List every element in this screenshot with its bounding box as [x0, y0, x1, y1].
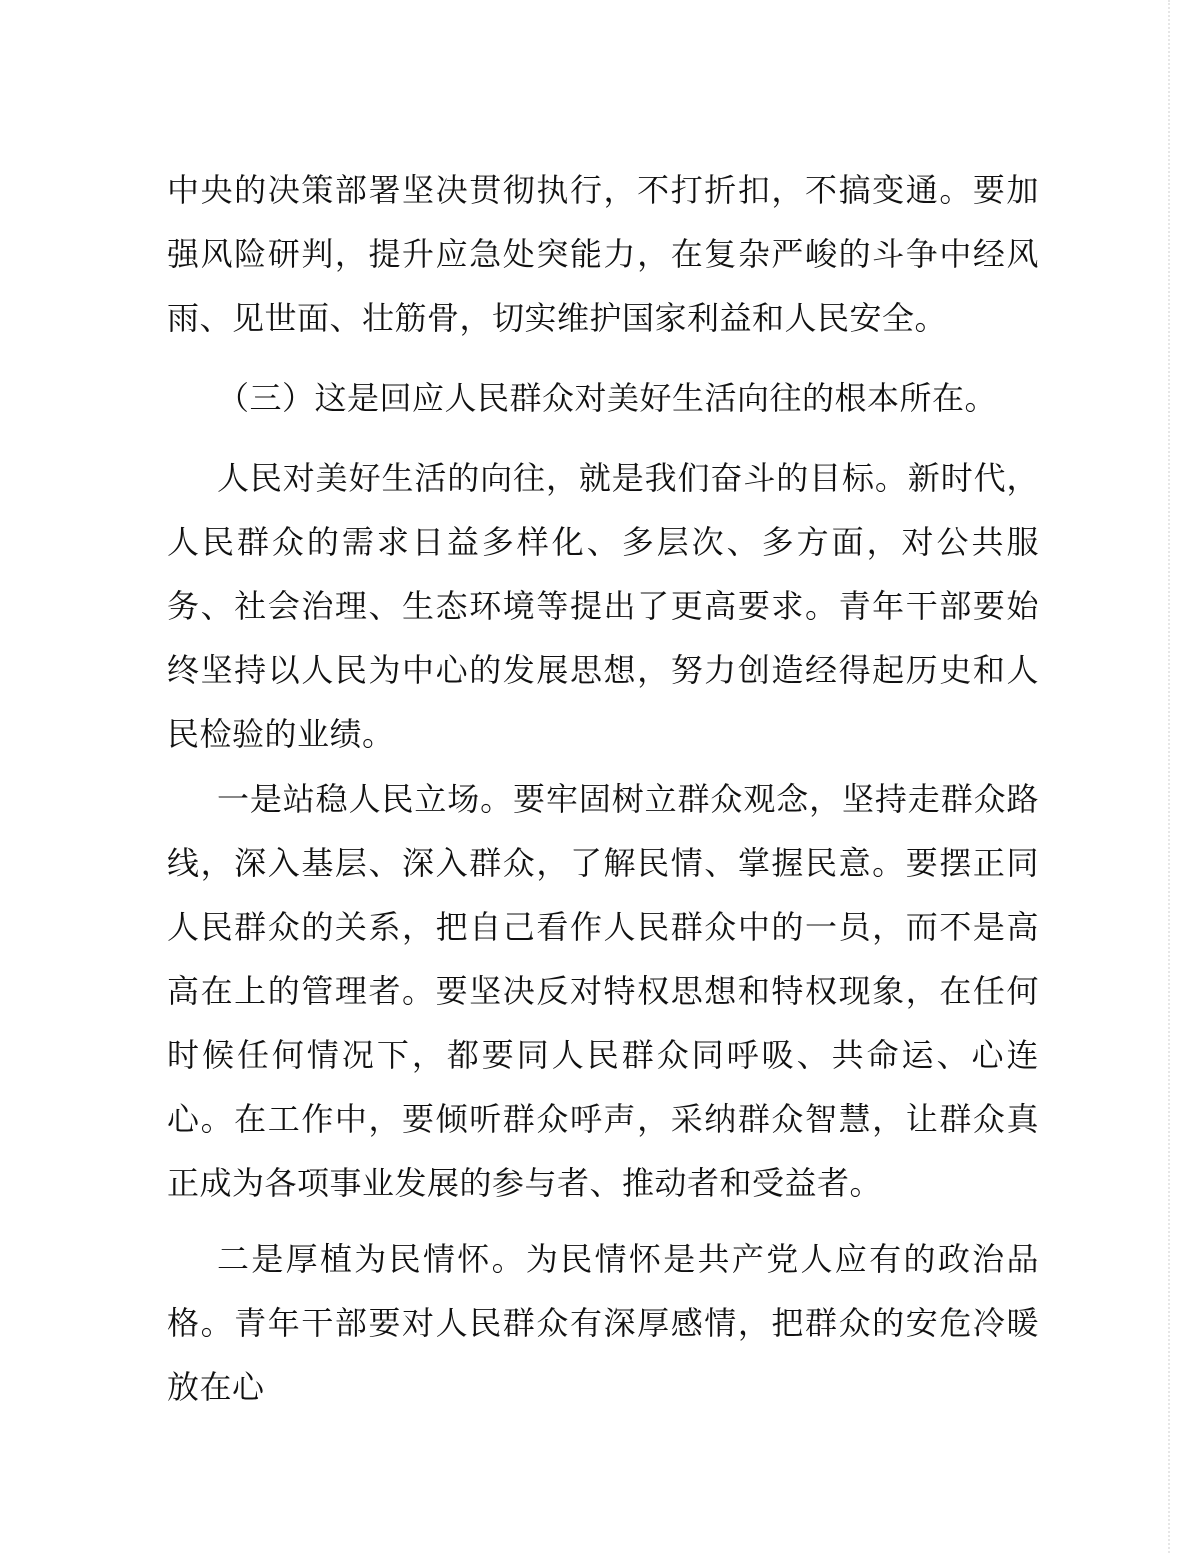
paragraph-continuation: 中央的决策部署坚决贯彻执行，不打折扣，不搞变通。要加强风险研判，提升应急处突能力，在复杂严峻的斗争中经风雨、见世面、壮筋骨，切实维护国家利益和人民安全。 [167, 171, 1039, 337]
paragraph-point-two: 二是厚植为民情怀。为民情怀是共产党人应有的政治品格。青年干部要对人民群众有深厚感情，把群众的安危冷暖放在心 [167, 1240, 1039, 1406]
paragraph-body: 人民对美好生活的向往，就是我们奋斗的目标。新时代，人民群众的需求日益多样化、多层次、多方面，对公共服务、社会治理、生态环境等提出了更高要求。青年干部要始终坚持以人民为中心的发展思想，努力创造经得起历史和人民检验的业绩。 [167, 459, 1039, 753]
paragraph-point-one: 一是站稳人民立场。要牢固树立群众观念，坚持走群众路线，深入基层、深入群众，了解民情、掌握民意。要摆正同人民群众的关系，把自己看作人民群众中的一员，而不是高高在上的管理者。要坚决反对特权思想和特权现象，在任何时候任何情况下，都要同人民群众同呼吸、共命运、心连心。在工作中，要倾听群众呼声，采纳群众智慧，让群众真正成为各项事业发展的参与者、推动者和受益者。 [167, 780, 1039, 1202]
section-heading: （三）这是回应人民群众对美好生活向往的根本所在。 [217, 379, 998, 417]
page-edge-divider [1168, 0, 1170, 1553]
